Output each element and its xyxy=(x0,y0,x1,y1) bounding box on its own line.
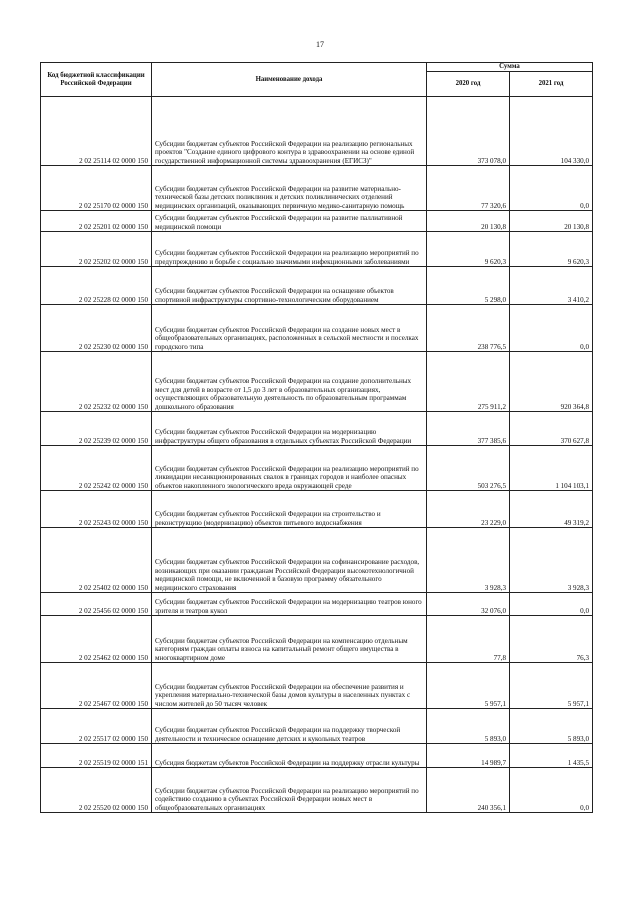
row-name: Субсидии бюджетам субъектов Российской Федерации на компенсацию отдельным категориям граждан оплаты взноса на капитальный ремонт общего имущества в многоквартирном доме xyxy=(152,616,427,663)
row-value-2021: 5 957,1 xyxy=(510,663,593,709)
row-value-2020: 373 078,0 xyxy=(427,97,510,166)
row-name: Субсидии бюджетам субъектов Российской Федерации на реализацию мероприятий по содействию созданию в субъектах Российской Федерации новых мест в общеобразовательных организациях xyxy=(152,768,427,813)
table-row xyxy=(41,97,593,166)
row-value-2021: 104 330,0 xyxy=(510,97,593,166)
row-code: 2 02 25242 02 0000 150 xyxy=(41,446,152,491)
row-code: 2 02 25520 02 0000 150 xyxy=(41,768,152,813)
row-name: Субсидии бюджетам субъектов Российской Федерации на оснащение объектов спортивной инфраструктуры спортивно-технологическим оборудованием xyxy=(152,267,427,305)
row-value-2020: 5 298,0 xyxy=(427,267,510,305)
row-name: Субсидии бюджетам субъектов Российской Федерации на софинансирование расходов, возникающих при оказании гражданам Российской Федерации высокотехнологичной медицинской помощи, не включенной в базовую программу обязательного медицинского страхования xyxy=(152,528,427,593)
row-name: Субсидии бюджетам субъектов Российской Федерации на создание новых мест в общеобразовательных организациях, расположенных в сельской местности и поселках городского типа xyxy=(152,305,427,352)
table-row xyxy=(41,305,593,352)
revenue-table xyxy=(40,62,593,813)
row-value-2021: 5 893,0 xyxy=(510,709,593,744)
row-code: 2 02 25114 02 0000 150 xyxy=(41,97,152,166)
page-number: 17 xyxy=(316,40,324,49)
row-value-2021: 9 620,3 xyxy=(510,232,593,267)
row-name: Субсидия бюджетам субъектов Российской Федерации на поддержку отрасли культуры xyxy=(152,744,427,768)
table-row xyxy=(41,663,593,709)
table-row xyxy=(41,166,593,211)
row-name: Субсидии бюджетам субъектов Российской Федерации на развитие материально-технической базы детских поликлиник и детских поликлинических отделений медицинских организаций, оказывающих первичную медико-санитарную помощь xyxy=(152,166,427,211)
row-value-2021: 3 928,3 xyxy=(510,528,593,593)
table-row xyxy=(41,744,593,768)
table-row xyxy=(41,528,593,593)
row-code: 2 02 25201 02 0000 150 xyxy=(41,211,152,232)
table-row xyxy=(41,232,593,267)
table-row xyxy=(41,491,593,528)
row-name: Субсидии бюджетам субъектов Российской Федерации на создание дополнительных мест для детей в возрасте от 1,5 до 3 лет в образовательных организациях, осуществляющих образовательную деятельность по образовательным программам дошкольного образования xyxy=(152,352,427,412)
header-sum: Сумма xyxy=(427,63,593,72)
row-value-2021: 20 130,8 xyxy=(510,211,593,232)
row-name: Субсидии бюджетам субъектов Российской Федерации на реализацию мероприятий по ликвидации несанкционированных свалок в границах городов и наиболее опасных объектов накопленного экологического вреда окружающей среде xyxy=(152,446,427,491)
row-value-2020: 32 076,0 xyxy=(427,593,510,616)
row-value-2020: 77,8 xyxy=(427,616,510,663)
table-row xyxy=(41,211,593,232)
row-code: 2 02 25228 02 0000 150 xyxy=(41,267,152,305)
row-name: Субсидии бюджетам субъектов Российской Федерации на реализацию мероприятий по предупреждению и борьбе с социально значимыми инфекционными заболеваниями xyxy=(152,232,427,267)
row-code: 2 02 25402 02 0000 150 xyxy=(41,528,152,593)
row-code: 2 02 25462 02 0000 150 xyxy=(41,616,152,663)
row-value-2020: 3 928,3 xyxy=(427,528,510,593)
row-code: 2 02 25467 02 0000 150 xyxy=(41,663,152,709)
row-name: Субсидии бюджетам субъектов Российской Федерации на развитие паллиативной медицинской помощи xyxy=(152,211,427,232)
row-value-2021: 0,0 xyxy=(510,166,593,211)
table-row xyxy=(41,267,593,305)
row-value-2021: 920 364,8 xyxy=(510,352,593,412)
row-value-2020: 5 893,0 xyxy=(427,709,510,744)
table-row xyxy=(41,446,593,491)
row-value-2020: 503 276,5 xyxy=(427,446,510,491)
header-code: Код бюджетной классификации Российской Федерации xyxy=(41,63,152,97)
row-value-2020: 5 957,1 xyxy=(427,663,510,709)
row-code: 2 02 25170 02 0000 150 xyxy=(41,166,152,211)
row-value-2021: 3 410,2 xyxy=(510,267,593,305)
table-row xyxy=(41,352,593,412)
row-code: 2 02 25239 02 0000 150 xyxy=(41,412,152,446)
row-code: 2 02 25517 02 0000 150 xyxy=(41,709,152,744)
row-value-2021: 0,0 xyxy=(510,305,593,352)
row-code: 2 02 25202 02 0000 150 xyxy=(41,232,152,267)
row-value-2020: 14 989,7 xyxy=(427,744,510,768)
row-name: Субсидии бюджетам субъектов Российской Федерации на строительство и реконструкцию (модернизацию) объектов питьевого водоснабжения xyxy=(152,491,427,528)
row-name: Субсидии бюджетам субъектов Российской Федерации на модернизацию инфраструктуры общего образования в отдельных субъектах Российской Федерации xyxy=(152,412,427,446)
table-row xyxy=(41,709,593,744)
row-value-2021: 1 104 103,1 xyxy=(510,446,593,491)
row-name: Субсидии бюджетам субъектов Российской Федерации на обеспечение развития и укрепления материально-технической базы домов культуры в населенных пунктах с числом жителей до 50 тысяч человек xyxy=(152,663,427,709)
table-row xyxy=(41,412,593,446)
row-value-2020: 240 356,1 xyxy=(427,768,510,813)
row-value-2021: 1 435,5 xyxy=(510,744,593,768)
row-value-2020: 238 776,5 xyxy=(427,305,510,352)
row-name: Субсидии бюджетам субъектов Российской Федерации на реализацию региональных проектов "Создание единого цифрового контура в здравоохранении на основе единой государственной информационной системы здравоохранения (ЕГИСЗ)" xyxy=(152,97,427,166)
row-code: 2 02 25230 02 0000 150 xyxy=(41,305,152,352)
row-code: 2 02 25456 02 0000 150 xyxy=(41,593,152,616)
header-name: Наименование дохода xyxy=(152,63,427,97)
row-value-2021: 0,0 xyxy=(510,593,593,616)
row-value-2020: 20 130,8 xyxy=(427,211,510,232)
row-value-2020: 9 620,3 xyxy=(427,232,510,267)
row-value-2020: 23 229,0 xyxy=(427,491,510,528)
row-value-2021: 49 319,2 xyxy=(510,491,593,528)
header-year-2020: 2020 год xyxy=(427,72,510,97)
row-code: 2 02 25232 02 0000 150 xyxy=(41,352,152,412)
header-year-2021: 2021 год xyxy=(510,72,593,97)
row-value-2020: 275 911,2 xyxy=(427,352,510,412)
table-row xyxy=(41,593,593,616)
row-value-2021: 370 627,8 xyxy=(510,412,593,446)
row-value-2020: 77 320,6 xyxy=(427,166,510,211)
row-name: Субсидии бюджетам субъектов Российской Федерации на поддержку творческой деятельности и техническое оснащение детских и кукольных театров xyxy=(152,709,427,744)
table-row xyxy=(41,616,593,663)
table-row xyxy=(41,768,593,813)
row-code: 2 02 25243 02 0000 150 xyxy=(41,491,152,528)
row-value-2021: 0,0 xyxy=(510,768,593,813)
row-value-2020: 377 385,6 xyxy=(427,412,510,446)
row-code: 2 02 25519 02 0000 151 xyxy=(41,744,152,768)
row-name: Субсидии бюджетам субъектов Российской Федерации на модернизацию театров юного зрителя и театров кукол xyxy=(152,593,427,616)
row-value-2021: 76,3 xyxy=(510,616,593,663)
